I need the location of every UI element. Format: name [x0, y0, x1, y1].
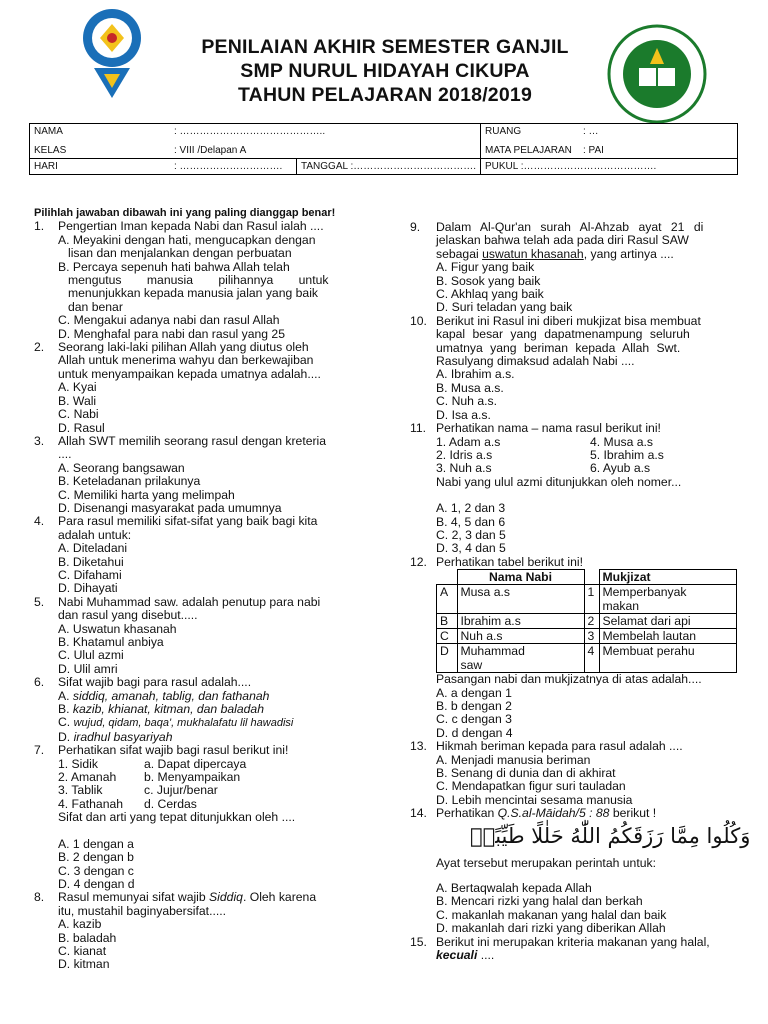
q7-list-item: 2. Amanah: [58, 770, 117, 785]
q8-option-d[interactable]: D. kitman: [58, 957, 110, 972]
row-number: 1: [584, 585, 599, 614]
q4-option-a[interactable]: A. Diteladani: [58, 541, 128, 556]
q10-option-d[interactable]: D. Isa a.s.: [436, 407, 491, 422]
q7-option-a[interactable]: A. 1 dengan a: [58, 836, 134, 851]
question-2: [34, 341, 374, 435]
q9-option-a[interactable]: A. Figur yang baik: [436, 260, 535, 275]
q2-text-cont: Allah untuk menerima wahyu dan berkewajiban: [58, 353, 314, 368]
ruang-field[interactable]: : …: [579, 124, 738, 140]
q1-option-b-cont: mengutus manusia pilihannya untuk: [68, 273, 329, 288]
q15-ellipsis: ....: [477, 948, 495, 963]
q6-a-text: siddiq, amanah, tablig, dan fathanah: [72, 688, 270, 703]
row-mukjizat-line: Memperbanyak: [602, 585, 687, 600]
col-header-nabi: Nama Nabi: [457, 570, 584, 585]
q2-text: Seorang laki-laki pilihan Allah yang diutus oleh: [58, 340, 309, 355]
q2-text-cont: untuk menyampaikan kepada umatnya adalah....: [58, 366, 321, 381]
row-key: D: [437, 644, 458, 673]
hari-field[interactable]: : ………………………….: [170, 159, 297, 175]
row-key: A: [437, 585, 458, 614]
q2-option-a[interactable]: A. Kyai: [58, 380, 97, 395]
q7-number: 7.: [34, 743, 45, 758]
hari-label: HARI: [30, 159, 171, 175]
q8-text-cont: itu, mustahil baginyabersifat.....: [58, 903, 227, 918]
row-mukjizat-line: makan: [602, 599, 640, 614]
q6-number: 6.: [34, 675, 45, 690]
question-10: [410, 315, 755, 422]
q11-option-c[interactable]: C. 2, 3 dan 5: [436, 527, 506, 542]
q3-option-c[interactable]: C. Memiliki harta yang melimpah: [58, 487, 235, 502]
tut-wuri-handayani-logo: [82, 8, 142, 100]
q9-number: 9.: [410, 220, 421, 234]
q7-list-meaning: a. Dapat dipercaya: [144, 756, 247, 771]
q10-text-cont: Rasulyang dimaksud adalah Nabi ....: [436, 354, 635, 369]
question-11: [410, 422, 755, 556]
q7-subquestion: Sifat dan arti yang tepat ditunjukkan oleh ....: [58, 810, 296, 825]
row-number: 2: [584, 614, 599, 629]
q8-option-a[interactable]: A. kazib: [58, 917, 102, 932]
q10-text: Berikut ini Rasul ini diberi mukjizat bisa membuat: [436, 313, 701, 328]
row-key: C: [437, 629, 458, 644]
q1-option-b-cont: menunjukkan kepada manusia jalan yang baik: [68, 286, 319, 301]
q13-option-a[interactable]: A. Menjadi manusia beriman: [436, 752, 591, 767]
q6-b-text: kazib, khianat, kitman, dan baladah: [72, 702, 264, 717]
q12-option-d[interactable]: D. d dengan 4: [436, 725, 513, 740]
q11-text: Perhatikan nama – nama rasul berikut ini!: [436, 421, 661, 436]
q1-option-a[interactable]: A. Meyakini dengan hati, mengucapkan dengan: [58, 232, 316, 247]
q4-text: Para rasul memiliki sifat-sifat yang baik bagi kita: [58, 514, 318, 529]
q3-option-a[interactable]: A. Seorang bangsawan: [58, 460, 185, 475]
q8-option-c[interactable]: C. kianat: [58, 943, 107, 958]
table-row: [437, 629, 737, 644]
q14-number: 14.: [410, 806, 427, 821]
q7-list-meaning: d. Cerdas: [144, 796, 197, 811]
q12-number: 12.: [410, 554, 427, 569]
question-6: [34, 676, 374, 744]
table-row: [437, 585, 737, 614]
row-mukjizat: Selamat dari api: [599, 614, 736, 629]
q8-text-end: . Oleh karena: [242, 890, 317, 905]
q9-text: Dalam Al-Qur'an surah Al-Ahzab ayat 21 di: [436, 220, 704, 234]
q14-option-c[interactable]: C. makanlah makanan yang halal dan baik: [436, 907, 667, 922]
q5-number: 5.: [34, 594, 45, 609]
q2-option-d[interactable]: D. Rasul: [58, 420, 105, 435]
q14-surah-ref: Q.S.al-Māidah/5 : 88: [497, 806, 610, 821]
tanggal-field[interactable]: TANGGAL :……………………………….: [297, 159, 481, 175]
q11-option-b[interactable]: B. 4, 5 dan 6: [436, 514, 506, 529]
q9-option-c[interactable]: C. Akhlaq yang baik: [436, 287, 544, 302]
q4-text-cont: adalah untuk:: [58, 527, 132, 542]
header-school: SMP NURUL HIDAYAH CIKUPA: [240, 60, 530, 82]
q11-list-item: 6. Ayub a.s: [590, 461, 651, 476]
header-title: PENILAIAN AKHIR SEMESTER GANJIL: [201, 36, 569, 58]
q11-list-item: 5. Ibrahim a.s: [590, 447, 664, 462]
q7-list-item: 4. Fathanah: [58, 796, 124, 811]
q7-option-b[interactable]: B. 2 dengan b: [58, 850, 134, 865]
q11-subquestion: Nabi yang ulul azmi ditunjukkan oleh nomer...: [436, 474, 682, 489]
q6-c-text: wujud, qidam, baqa', mukhalafatu lil hawadisi: [73, 717, 294, 730]
question-9: [410, 221, 755, 315]
col-header-mukjizat: Mukjizat: [599, 570, 736, 585]
q11-list-item: 4. Musa a.s: [590, 434, 653, 449]
row-number: 3: [584, 629, 599, 644]
q1-option-b-cont: dan benar: [68, 299, 123, 314]
question-14: [410, 807, 755, 935]
q9-text-cont: jelaskan bahwa telah ada pada diri Rasul SAW: [436, 233, 689, 248]
q6-b-letter: B.: [58, 702, 73, 717]
q11-list-item: 3. Nuh a.s: [436, 461, 492, 476]
q12-option-b[interactable]: B. b dengan 2: [436, 698, 512, 713]
q7-option-d[interactable]: D. 4 dengan d: [58, 876, 135, 891]
q9-term: uswatun khasanah: [482, 246, 584, 261]
q14-subquestion: Ayat tersebut merupakan perintah untuk:: [436, 855, 656, 870]
q7-list-meaning: c. Jujur/benar: [144, 783, 218, 798]
row-mukjizat: [599, 585, 736, 614]
q13-option-b[interactable]: B. Senang di dunia dan di akhirat: [436, 766, 616, 780]
q5-option-d[interactable]: D. Ulil amri: [58, 661, 118, 676]
question-12: [410, 556, 755, 740]
q1-option-b[interactable]: B. Percaya sepenuh hati bahwa Allah telah: [58, 259, 290, 274]
q6-a-letter: A.: [58, 688, 73, 703]
q10-option-b[interactable]: B. Musa a.s.: [436, 380, 504, 395]
q7-option-c[interactable]: C. 3 dengan c: [58, 863, 134, 878]
q6-option-c[interactable]: [34, 716, 374, 730]
q9-t3a: sebagai: [436, 246, 483, 261]
q14-option-d[interactable]: D. makanlah dari rizki yang diberikan Allah: [436, 921, 666, 936]
row-nabi: Nuh a.s: [457, 629, 584, 644]
ruang-label: RUANG: [481, 124, 580, 140]
q4-option-b[interactable]: B. Diketahui: [58, 554, 124, 569]
question-15: [410, 936, 755, 963]
q1-number: 1.: [34, 219, 45, 234]
q6-text: Sifat wajib bagi para rasul adalah....: [58, 675, 252, 690]
q10-text-cont: umatnya yang beriman kepada Allah Swt.: [436, 340, 681, 355]
q7-list-item: 3. Tablik: [58, 783, 103, 798]
nama-label: NAMA: [30, 124, 171, 140]
question-4: [34, 515, 374, 595]
mukjizat-table: [436, 569, 737, 673]
question-13: [410, 740, 755, 807]
q15-number: 15.: [410, 934, 427, 949]
q3-option-b[interactable]: B. Keteladanan prilakunya: [58, 474, 201, 489]
q11-option-d[interactable]: D. 3, 4 dan 5: [436, 541, 506, 556]
q8-text-italic: Siddiq: [209, 890, 243, 905]
q6-option-d[interactable]: [34, 731, 374, 744]
row-key: B: [437, 614, 458, 629]
q13-text: Hikmah beriman kepada para rasul adalah ....: [436, 739, 683, 754]
q15-keyword: kecuali: [436, 948, 478, 963]
q8-text: Rasul memunyai sifat wajib: [58, 890, 210, 905]
q11-number: 11.: [410, 421, 427, 436]
row-nabi: Ibrahim a.s: [457, 614, 584, 629]
q10-number: 10.: [410, 313, 427, 328]
row-nabi: [457, 644, 584, 673]
q7-text: Perhatikan sifat wajib bagi rasul berikut ini!: [58, 743, 289, 758]
instruction: Pilihlah jawaban dibawah ini yang paling dianggap benar!: [34, 207, 336, 219]
q1-text: Pengertian Iman kepada Nabi dan Rasul ialah ....: [58, 219, 324, 234]
q7-list-meaning: b. Menyampaikan: [144, 770, 241, 785]
q14-option-a[interactable]: A. Bertaqwalah kepada Allah: [436, 881, 592, 896]
q4-option-c[interactable]: C. Difahami: [58, 567, 122, 582]
table-row: [437, 614, 737, 629]
q5-option-c[interactable]: C. Ulul azmi: [58, 648, 124, 663]
row-nabi-line: saw: [460, 658, 483, 673]
q12-subquestion: Pasangan nabi dan mukjizatnya di atas adalah....: [436, 672, 702, 687]
q6-c-letter: C.: [58, 715, 74, 730]
exam-header: [0, 0, 768, 118]
q12-text: Perhatikan tabel berikut ini!: [436, 554, 584, 569]
question-3: [34, 435, 374, 515]
q10-option-c[interactable]: C. Nuh a.s.: [436, 394, 497, 409]
q5-text: Nabi Muhammad saw. adalah penutup para nabi: [58, 594, 321, 609]
q3-option-d[interactable]: D. Disenangi masyarakat pada umumnya: [58, 500, 282, 515]
q11-option-a[interactable]: A. 1, 2 dan 3: [436, 501, 506, 516]
q2-number: 2.: [34, 340, 45, 355]
q14-text: Perhatikan: [436, 806, 498, 821]
q14-option-b[interactable]: B. Mencari rizki yang halal dan berkah: [436, 894, 643, 909]
q3-text: Allah SWT memilih seorang rasul dengan kreteria: [58, 433, 327, 448]
q14-text-end: berikut !: [609, 806, 657, 821]
q3-text-cont: ....: [58, 447, 72, 462]
right-column: [410, 221, 755, 962]
row-number: 4: [584, 644, 599, 673]
q2-option-b[interactable]: B. Wali: [58, 393, 97, 408]
q4-option-d[interactable]: D. Dihayati: [58, 581, 118, 596]
q13-option-d[interactable]: D. Lebih mencintai sesama manusia: [436, 792, 633, 807]
q9-option-b[interactable]: B. Sosok yang baik: [436, 273, 541, 288]
q2-option-c[interactable]: C. Nabi: [58, 407, 99, 422]
q5-option-b[interactable]: B. Khatamul anbiya: [58, 635, 164, 649]
q13-option-c[interactable]: C. Mendapatkan figur suri tauladan: [436, 779, 626, 794]
q15-text-line2: [410, 949, 755, 962]
nama-field[interactable]: : ……………………………………..: [170, 124, 481, 140]
q6-d-text: iradhul basyariyah: [73, 729, 173, 744]
q7-list-item: 1. Sidik: [58, 756, 98, 771]
table-corner: [584, 570, 599, 585]
q15-text: Berikut ini merupakan kriteria makanan yang halal,: [436, 934, 710, 949]
q10-option-a[interactable]: A. Ibrahim a.s.: [436, 367, 515, 382]
q8-number: 8.: [34, 890, 45, 905]
q6-d-letter: D.: [58, 729, 74, 744]
mapel-value: : PAI: [579, 139, 738, 159]
school-logo: [606, 24, 708, 124]
q1-option-a-cont: lisan dan menjalankan dengan perbuatan: [68, 246, 292, 261]
q5-option-a[interactable]: A. Uswatun khasanah: [58, 621, 177, 636]
q12-option-c[interactable]: C. c dengan 3: [436, 712, 512, 727]
q6-option-a[interactable]: [34, 690, 374, 703]
table-row: [437, 644, 737, 673]
question-8: [34, 891, 374, 971]
header-year: TAHUN PELAJARAN 2018/2019: [238, 84, 532, 106]
quran-verse-arabic: وَكُلُوا مِمَّا رَزَقَكُمُ اللّٰهُ حَلٰلًا طَيِّبًاۖ: [470, 823, 751, 848]
question-7: [34, 744, 374, 891]
q3-number: 3.: [34, 433, 45, 448]
q9-option-d[interactable]: D. Suri teladan yang baik: [436, 300, 573, 315]
q1-option-c[interactable]: C. Mengakui adanya nabi dan rasul Allah: [58, 313, 280, 328]
left-column: [34, 207, 374, 972]
row-mukjizat: Membelah lautan: [599, 629, 736, 644]
row-mukjizat: Membuat perahu: [599, 644, 736, 673]
mapel-label: MATA PELAJARAN: [481, 139, 580, 159]
table-corner: [437, 570, 458, 585]
kelas-label: KELAS: [30, 139, 171, 159]
q9-t3c: , yang artinya ....: [583, 246, 674, 261]
student-info-table: [29, 123, 738, 175]
q11-list-item: 2. Idris a.s: [436, 447, 493, 462]
q11-list-item: 1. Adam a.s: [436, 434, 501, 449]
q8-option-b[interactable]: B. baladah: [58, 930, 117, 945]
row-nabi: Musa a.s: [457, 585, 584, 614]
q1-option-d[interactable]: D. Menghafal para nabi dan rasul yang 25: [58, 326, 285, 341]
question-5: [34, 596, 374, 676]
q9-text-line3: [410, 248, 755, 261]
q13-number: 13.: [410, 739, 427, 754]
q6-option-b[interactable]: [34, 703, 374, 716]
q5-text-cont: dan rasul yang disebut.....: [58, 608, 198, 623]
q10-text-cont: kapal besar yang dapatmenampung seluruh: [436, 327, 690, 342]
kelas-value: : VIII /Delapan A: [170, 139, 481, 159]
pukul-field[interactable]: PUKUL :………………………………….: [481, 159, 738, 175]
question-1: [34, 220, 374, 341]
row-nabi-line: Muhammad: [460, 644, 525, 659]
q4-number: 4.: [34, 514, 45, 529]
q12-option-a[interactable]: A. a dengan 1: [436, 685, 512, 700]
